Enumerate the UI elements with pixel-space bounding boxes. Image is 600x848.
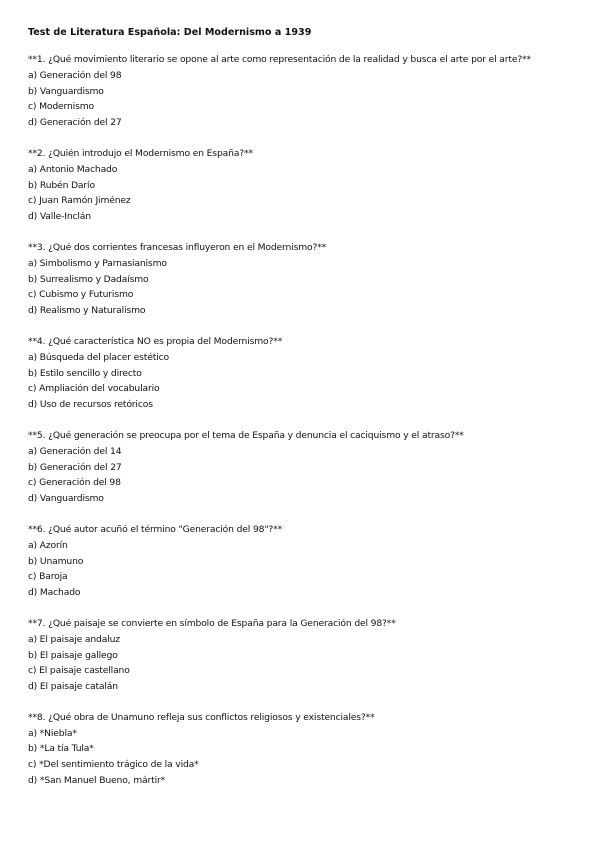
- option-b: b) Rubén Darío: [28, 179, 95, 191]
- option-c: c) Modernismo: [28, 101, 94, 113]
- document-page: [28, 26, 583, 804]
- question-text: **5. ¿Qué generación se preocupa por el tema de España y denuncia el caciquismo y el atraso?**: [28, 429, 464, 441]
- option-a: a) Generación del 98: [28, 69, 122, 81]
- option-b: b) Generación del 27: [28, 461, 122, 473]
- option-d: d) Valle-Inclán: [28, 211, 91, 223]
- option-c: c) El paisaje castellano: [28, 665, 130, 677]
- question-7: [28, 616, 583, 695]
- question-text: **2. ¿Quién introdujo el Modernismo en España?**: [28, 147, 253, 159]
- option-b: b) Vanguardismo: [28, 85, 104, 97]
- option-c: c) Baroja: [28, 571, 68, 583]
- option-b: b) Unamuno: [28, 555, 84, 567]
- option-d: d) Vanguardismo: [28, 493, 104, 505]
- option-d: d) El paisaje catalán: [28, 681, 118, 693]
- option-c: c) *Del sentimiento trágico de la vida*: [28, 759, 199, 771]
- option-d: d) Generación del 27: [28, 117, 122, 129]
- question-text: **8. ¿Qué obra de Unamuno refleja sus conflictos religiosos y existenciales?**: [28, 711, 375, 723]
- question-text: **4. ¿Qué característica NO es propia del Modernismo?**: [28, 335, 283, 347]
- question-2: [28, 146, 583, 225]
- option-a: a) Simbolismo y Parnasianismo: [28, 257, 167, 269]
- question-1: [28, 52, 583, 131]
- option-a: a) Antonio Machado: [28, 163, 118, 175]
- option-b: b) *La tía Tula*: [28, 743, 94, 755]
- option-a: a) Búsqueda del placer estético: [28, 351, 169, 363]
- option-a: a) El paisaje andaluz: [28, 633, 120, 645]
- question-8: [28, 710, 583, 789]
- option-d: d) Machado: [28, 587, 81, 599]
- option-a: a) Generación del 14: [28, 445, 122, 457]
- option-b: b) Surrealismo y Dadaísmo: [28, 273, 149, 285]
- question-text: **1. ¿Qué movimiento literario se opone al arte como representación de la realidad y busca el arte por el arte?**: [28, 54, 531, 65]
- document-title: Test de Literatura Española: Del Modernismo a 1939: [28, 27, 312, 38]
- option-d: d) *San Manuel Bueno, mártir*: [28, 775, 166, 787]
- question-text: **7. ¿Qué paisaje se convierte en símbolo de España para la Generación del 98?**: [28, 617, 396, 629]
- question-5: [28, 428, 583, 507]
- option-c: c) Cubismo y Futurismo: [28, 289, 134, 301]
- option-c: c) Juan Ramón Jiménez: [28, 195, 131, 207]
- question-4: [28, 334, 583, 413]
- option-b: b) El paisaje gallego: [28, 649, 118, 661]
- option-a: a) *Niebla*: [28, 727, 77, 739]
- option-c: c) Ampliación del vocabulario: [28, 383, 160, 395]
- question-6: [28, 522, 583, 601]
- option-c: c) Generación del 98: [28, 477, 121, 489]
- question-text: **6. ¿Qué autor acuñó el término "Generación del 98"?**: [28, 523, 283, 535]
- option-d: d) Realismo y Naturalismo: [28, 305, 146, 317]
- option-a: a) Azorín: [28, 539, 68, 551]
- option-d: d) Uso de recursos retóricos: [28, 399, 153, 411]
- question-3: [28, 240, 583, 319]
- option-b: b) Estilo sencillo y directo: [28, 367, 142, 379]
- question-text: **3. ¿Qué dos corrientes francesas influyeron en el Modernismo?**: [28, 241, 327, 253]
